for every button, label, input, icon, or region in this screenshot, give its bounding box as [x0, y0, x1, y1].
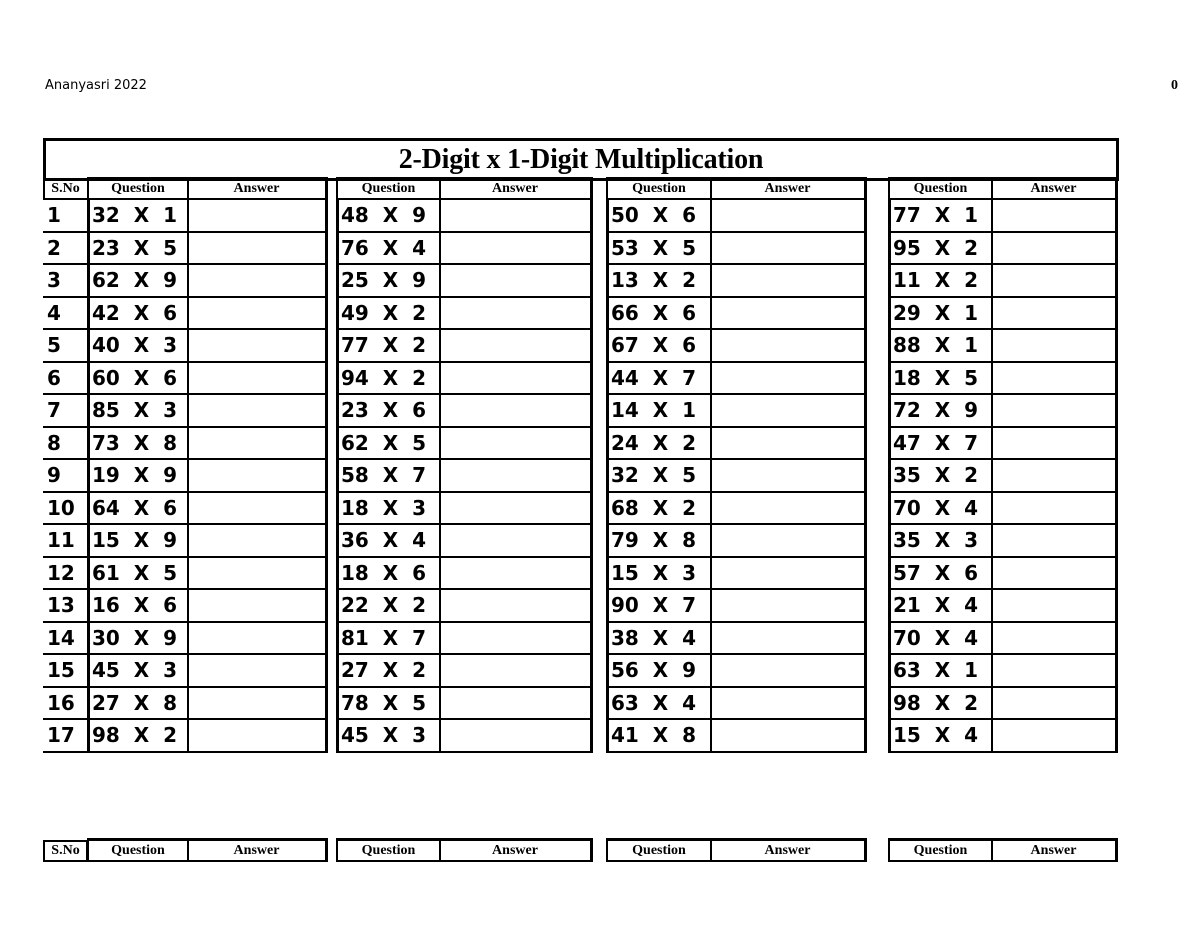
- question-cell: 77 X 2: [341, 333, 427, 357]
- key-vertical: [888, 838, 890, 862]
- question-cell: 32 X 1: [92, 203, 178, 227]
- sno-row-line: [43, 263, 88, 265]
- table-left-border: [606, 198, 609, 753]
- key-vertical: [439, 838, 441, 862]
- answer-cell[interactable]: [993, 460, 1114, 490]
- answer-cell[interactable]: [189, 493, 324, 523]
- table-right-border: [864, 197, 867, 753]
- question-cell: 25 X 9: [341, 268, 427, 292]
- question-cell: 35 X 3: [893, 528, 979, 552]
- key-vertical: [1115, 838, 1118, 862]
- answer-cell[interactable]: [441, 558, 589, 588]
- answer-cell[interactable]: [189, 525, 324, 555]
- question-cell: 49 X 2: [341, 300, 427, 325]
- table-right-border: [1115, 197, 1118, 753]
- serial-number: 10: [47, 495, 75, 520]
- sno-header-left-border: [43, 177, 45, 200]
- sno-row-line: [43, 588, 88, 590]
- answer-cell[interactable]: [712, 265, 863, 295]
- sno-row-line: [43, 393, 88, 395]
- question-cell: 36 X 4: [341, 528, 427, 552]
- answer-cell[interactable]: [993, 233, 1114, 263]
- serial-number: 6: [47, 365, 61, 390]
- answer-cell[interactable]: [712, 493, 863, 523]
- serial-number: 12: [47, 560, 75, 585]
- table-right-border: [590, 197, 593, 753]
- answer-cell[interactable]: [993, 330, 1114, 360]
- serial-number: 7: [47, 398, 61, 422]
- answer-cell[interactable]: [189, 688, 324, 718]
- question-cell: 98 X 2: [92, 723, 178, 747]
- sno-row-line: [43, 621, 88, 623]
- key-top-border: [88, 838, 328, 841]
- answer-cell[interactable]: [189, 298, 324, 328]
- answer-cell[interactable]: [993, 200, 1114, 230]
- sno-header: S.No: [51, 843, 80, 858]
- key-bottom-border: [88, 860, 328, 862]
- answer-cell[interactable]: [993, 395, 1114, 425]
- key-vertical: [991, 838, 993, 862]
- question-cell: 21 X 4: [893, 593, 979, 617]
- table-top-border: [607, 177, 867, 180]
- key-vertical: [325, 838, 328, 862]
- question-cell: 48 X 9: [341, 203, 427, 227]
- sno-row-line: [43, 686, 88, 688]
- question-header: Question: [913, 843, 968, 858]
- table-left-border: [336, 198, 339, 753]
- answer-cell[interactable]: [441, 655, 589, 685]
- question-cell: 85 X 3: [92, 398, 178, 422]
- answer-cell[interactable]: [441, 330, 589, 360]
- question-header: Question: [913, 181, 968, 196]
- answer-cell[interactable]: [993, 558, 1114, 588]
- answer-cell[interactable]: [441, 298, 589, 328]
- serial-number: 2: [47, 235, 61, 260]
- answer-cell[interactable]: [712, 233, 863, 263]
- answer-cell[interactable]: [993, 655, 1114, 685]
- question-cell: 98 X 2: [893, 690, 979, 715]
- question-cell: 23 X 5: [92, 235, 178, 260]
- question-cell: 15 X 4: [893, 723, 979, 747]
- question-cell: 95 X 2: [893, 235, 979, 260]
- answer-cell[interactable]: [189, 363, 324, 393]
- question-cell: 15 X 9: [92, 528, 178, 552]
- answer-header: Answer: [492, 181, 538, 196]
- header-vertical: [991, 177, 993, 200]
- question-cell: 53 X 5: [611, 235, 697, 260]
- author-label: Ananyasri 2022: [45, 78, 147, 93]
- question-header: Question: [111, 843, 165, 858]
- answer-cell[interactable]: [441, 493, 589, 523]
- question-cell: 35 X 2: [893, 463, 979, 487]
- answer-cell[interactable]: [441, 688, 589, 718]
- answer-cell[interactable]: [712, 298, 863, 328]
- question-cell: 11 X 2: [893, 268, 979, 292]
- table-top-border: [337, 177, 593, 180]
- question-cell: 72 X 9: [893, 398, 979, 422]
- question-cell: 62 X 9: [92, 268, 178, 292]
- serial-number: 13: [47, 593, 75, 617]
- question-cell: 16 X 6: [92, 593, 178, 617]
- answer-cell[interactable]: [441, 590, 589, 620]
- question-cell: 29 X 1: [893, 300, 979, 325]
- question-cell: 81 X 7: [341, 625, 427, 650]
- answer-cell[interactable]: [993, 688, 1114, 718]
- key-vertical: [590, 838, 593, 862]
- header-vertical: [888, 177, 890, 200]
- table-left-border: [888, 198, 891, 753]
- question-cell: 79 X 8: [611, 528, 697, 552]
- question-header: Question: [632, 843, 686, 858]
- answer-cell[interactable]: [441, 460, 589, 490]
- question-cell: 18 X 5: [893, 365, 979, 390]
- question-cell: 44 X 7: [611, 365, 697, 390]
- question-cell: 40 X 3: [92, 333, 178, 357]
- serial-number: 5: [47, 333, 61, 357]
- answer-cell[interactable]: [441, 265, 589, 295]
- question-cell: 68 X 2: [611, 495, 697, 520]
- answer-header: Answer: [1030, 843, 1077, 858]
- answer-cell[interactable]: [712, 558, 863, 588]
- question-cell: 19 X 9: [92, 463, 178, 487]
- key-vertical: [606, 838, 608, 862]
- question-cell: 22 X 2: [341, 593, 427, 617]
- question-cell: 67 X 6: [611, 333, 697, 357]
- question-cell: 90 X 7: [611, 593, 697, 617]
- sno-row-line: [43, 458, 88, 460]
- question-cell: 47 X 7: [893, 430, 979, 455]
- sno-row-line: [43, 653, 88, 655]
- serial-number: 8: [47, 430, 61, 455]
- question-cell: 41 X 8: [611, 723, 697, 747]
- answer-cell[interactable]: [993, 590, 1114, 620]
- answer-cell[interactable]: [993, 363, 1114, 393]
- key-top-border: [43, 840, 88, 842]
- question-cell: 76 X 4: [341, 235, 427, 260]
- answer-cell[interactable]: [441, 720, 589, 750]
- question-cell: 13 X 2: [611, 268, 697, 292]
- question-cell: 56 X 9: [611, 658, 697, 682]
- key-vertical: [187, 838, 189, 862]
- key-bottom-border: [43, 860, 88, 862]
- table-left-border: [87, 198, 90, 753]
- answer-cell[interactable]: [712, 460, 863, 490]
- sno-row-line: [43, 231, 88, 233]
- key-top-border: [337, 838, 593, 841]
- answer-cell[interactable]: [441, 428, 589, 458]
- key-vertical: [87, 838, 89, 862]
- question-cell: 62 X 5: [341, 430, 427, 455]
- question-cell: 27 X 8: [92, 690, 178, 715]
- question-cell: 63 X 1: [893, 658, 979, 682]
- answer-cell[interactable]: [441, 623, 589, 653]
- question-cell: 70 X 4: [893, 495, 979, 520]
- question-cell: 23 X 6: [341, 398, 427, 422]
- question-cell: 61 X 5: [92, 560, 178, 585]
- serial-number: 14: [47, 625, 75, 650]
- answer-cell[interactable]: [189, 200, 324, 230]
- sno-header: S.No: [51, 181, 80, 196]
- sno-row-line: [43, 718, 88, 720]
- question-cell: 70 X 4: [893, 625, 979, 650]
- answer-cell[interactable]: [712, 688, 863, 718]
- sno-row-line: [43, 556, 88, 558]
- serial-number: 3: [47, 268, 61, 292]
- serial-number: 16: [47, 690, 75, 715]
- question-cell: 24 X 2: [611, 430, 697, 455]
- question-cell: 64 X 6: [92, 495, 178, 520]
- sno-row-line: [43, 751, 88, 753]
- header-vertical: [606, 177, 608, 200]
- key-bottom-border: [607, 860, 867, 862]
- answer-cell[interactable]: [712, 525, 863, 555]
- answer-cell[interactable]: [441, 200, 589, 230]
- question-header: Question: [361, 843, 416, 858]
- answer-cell[interactable]: [712, 428, 863, 458]
- serial-number: 9: [47, 463, 61, 487]
- answer-cell[interactable]: [993, 525, 1114, 555]
- question-cell: 60 X 6: [92, 365, 178, 390]
- serial-number: 17: [47, 723, 75, 747]
- header-vertical: [336, 177, 338, 200]
- question-cell: 58 X 7: [341, 463, 427, 487]
- answer-header: Answer: [233, 181, 280, 196]
- question-cell: 27 X 2: [341, 658, 427, 682]
- answer-cell[interactable]: [189, 460, 324, 490]
- answer-cell[interactable]: [712, 590, 863, 620]
- title-box: [43, 138, 1119, 181]
- key-top-border: [889, 838, 1118, 841]
- answer-cell[interactable]: [993, 493, 1114, 523]
- answer-cell[interactable]: [712, 720, 863, 750]
- question-cell: 32 X 5: [611, 463, 697, 487]
- answer-cell[interactable]: [712, 655, 863, 685]
- question-cell: 45 X 3: [341, 723, 427, 747]
- table-top-border: [88, 177, 328, 180]
- answer-cell[interactable]: [441, 395, 589, 425]
- key-vertical: [336, 838, 338, 862]
- header-vertical: [87, 177, 89, 200]
- key-left-border: [43, 840, 45, 862]
- answer-cell[interactable]: [441, 525, 589, 555]
- answer-header: Answer: [233, 843, 280, 858]
- header-vertical: [439, 177, 441, 200]
- serial-number: 4: [47, 300, 61, 325]
- question-cell: 78 X 5: [341, 690, 427, 715]
- answer-cell[interactable]: [189, 590, 324, 620]
- answer-cell[interactable]: [993, 428, 1114, 458]
- answer-cell[interactable]: [189, 428, 324, 458]
- answer-cell[interactable]: [712, 623, 863, 653]
- serial-number: 1: [47, 203, 61, 227]
- sno-row-line: [43, 523, 88, 525]
- answer-cell[interactable]: [712, 363, 863, 393]
- answer-cell[interactable]: [441, 363, 589, 393]
- sno-row-line: [43, 328, 88, 330]
- answer-cell[interactable]: [189, 233, 324, 263]
- answer-header: Answer: [492, 843, 538, 858]
- question-header: Question: [632, 181, 686, 196]
- answer-cell[interactable]: [993, 720, 1114, 750]
- question-header: Question: [111, 181, 165, 196]
- question-cell: 45 X 3: [92, 658, 178, 682]
- question-cell: 57 X 6: [893, 560, 979, 585]
- answer-cell[interactable]: [189, 623, 324, 653]
- question-header: Question: [361, 181, 416, 196]
- key-vertical: [710, 838, 712, 862]
- sno-row-line: [43, 491, 88, 493]
- answer-cell[interactable]: [189, 395, 324, 425]
- answer-cell[interactable]: [189, 720, 324, 750]
- answer-cell[interactable]: [189, 655, 324, 685]
- answer-cell[interactable]: [189, 558, 324, 588]
- question-cell: 94 X 2: [341, 365, 427, 390]
- question-cell: 88 X 1: [893, 333, 979, 357]
- answer-cell[interactable]: [712, 395, 863, 425]
- sno-row-line: [43, 426, 88, 428]
- question-cell: 42 X 6: [92, 300, 178, 325]
- answer-cell[interactable]: [189, 265, 324, 295]
- header-vertical: [710, 177, 712, 200]
- header-vertical: [187, 177, 189, 200]
- sno-row-line: [43, 361, 88, 363]
- question-cell: 30 X 9: [92, 625, 178, 650]
- question-cell: 18 X 6: [341, 560, 427, 585]
- table-top-border: [889, 177, 1118, 180]
- serial-number: 11: [47, 528, 75, 552]
- question-cell: 77 X 1: [893, 203, 979, 227]
- answer-cell[interactable]: [712, 200, 863, 230]
- answer-header: Answer: [764, 843, 811, 858]
- answer-header: Answer: [764, 181, 811, 196]
- question-cell: 38 X 4: [611, 625, 697, 650]
- sno-row-line: [43, 198, 88, 200]
- answer-cell[interactable]: [993, 265, 1114, 295]
- answer-header: Answer: [1030, 181, 1077, 196]
- answer-cell[interactable]: [993, 298, 1114, 328]
- question-cell: 66 X 6: [611, 300, 697, 325]
- key-bottom-border: [889, 860, 1118, 862]
- question-cell: 18 X 3: [341, 495, 427, 520]
- page-number: 0: [1171, 78, 1178, 93]
- key-bottom-border: [337, 860, 593, 862]
- question-cell: 14 X 1: [611, 398, 697, 422]
- key-top-border: [607, 838, 867, 841]
- serial-number: 15: [47, 658, 75, 682]
- answer-cell[interactable]: [993, 623, 1114, 653]
- answer-cell[interactable]: [189, 330, 324, 360]
- question-cell: 63 X 4: [611, 690, 697, 715]
- worksheet-title: 2-Digit x 1-Digit Multiplication: [398, 143, 764, 175]
- answer-cell[interactable]: [441, 233, 589, 263]
- sno-row-line: [43, 296, 88, 298]
- answer-cell[interactable]: [712, 330, 863, 360]
- key-vertical: [864, 838, 867, 862]
- table-right-border: [325, 197, 328, 753]
- question-cell: 50 X 6: [611, 203, 697, 227]
- question-cell: 73 X 8: [92, 430, 178, 455]
- question-cell: 15 X 3: [611, 560, 697, 585]
